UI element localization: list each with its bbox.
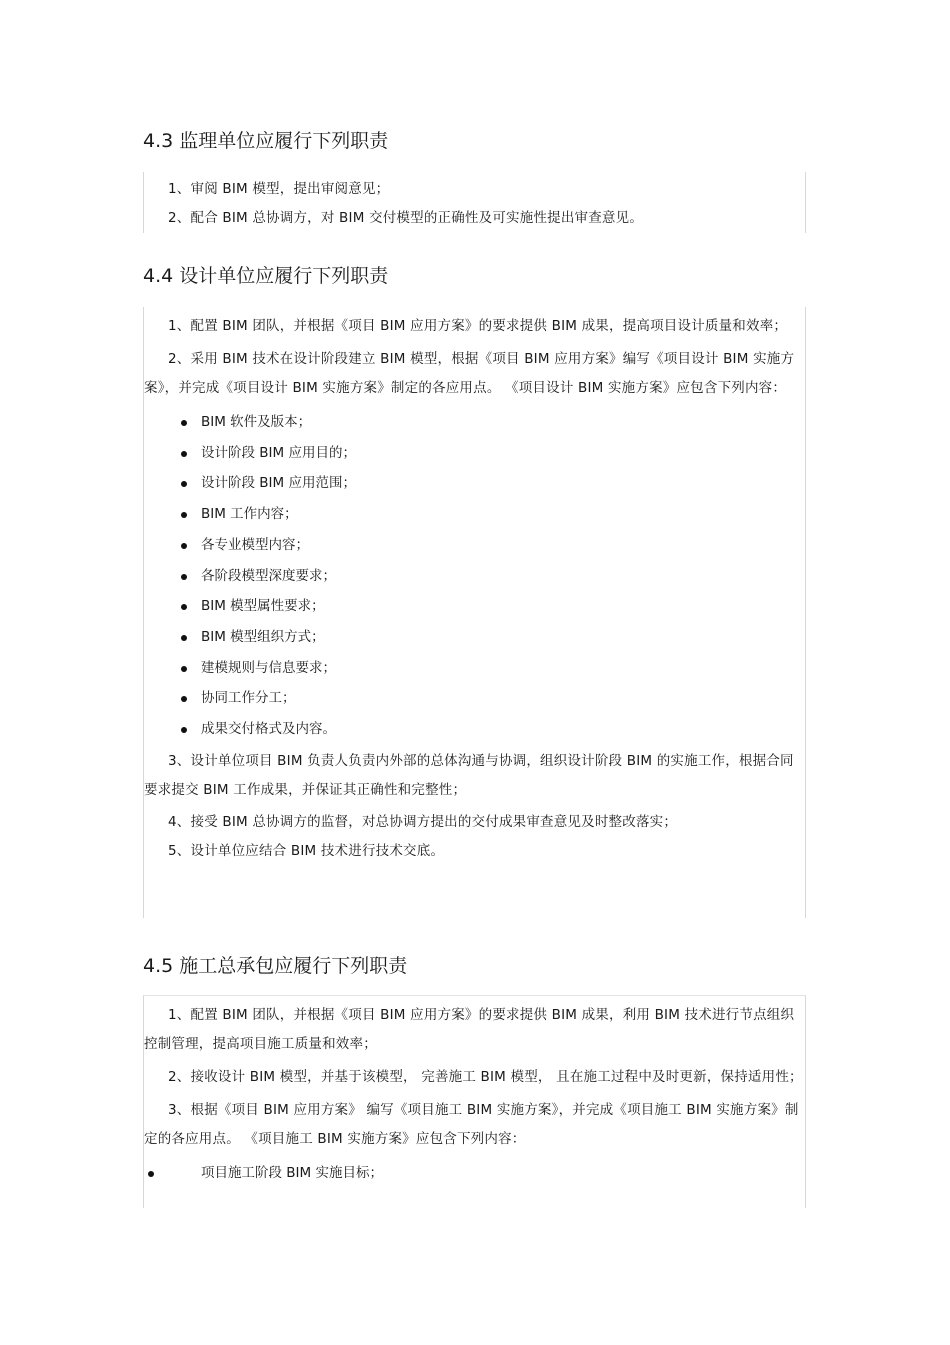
list-item: 各专业模型内容；	[144, 530, 805, 561]
list-item: 各阶段模型深度要求；	[144, 561, 805, 592]
list-item: 建模规则与信息要求；	[144, 653, 805, 684]
bullet-dot-icon	[148, 1171, 154, 1177]
section-body-4-4	[143, 307, 806, 918]
paragraph: 2、采用 BIM 技术在设计阶段建立 BIM 模型，根据《项目 BIM 应用方案》编写《项目设计 BIM 实施方案》，并完成《项目设计 BIM 实施方案》制定的各应用点。 《项目设计 BIM 实施方案》应包含下列内容：	[144, 351, 795, 396]
bullet-dot-icon	[181, 543, 187, 549]
paragraph: 1、配置 BIM 团队，并根据《项目 BIM 应用方案》的要求提供 BIM 成果，利用 BIM 技术进行节点组织控制管理，提高项目施工质量和效率；	[144, 1007, 795, 1052]
bullet-dot-icon	[181, 604, 187, 610]
paragraph: 4、接受 BIM 总协调方的监督，对总协调方提出的交付成果审查意见及时整改落实；	[168, 813, 678, 830]
section-heading-4-5: 4.5 施工总承包应履行下列职责	[143, 955, 408, 977]
paragraph: 5、设计单位应结合 BIM 技术进行技术交底。	[168, 842, 445, 859]
bullet-list	[144, 1158, 805, 1189]
bullet-dot-icon	[181, 481, 187, 487]
section-body-4-5	[143, 995, 806, 1208]
section-heading-4-4: 4.4 设计单位应履行下列职责	[143, 265, 389, 287]
bullet-dot-icon	[181, 696, 187, 702]
paragraph: 3、设计单位项目 BIM 负责人负责内外部的总体沟通与协调，组织设计阶段 BIM 的实施工作，根据合同要求提交 BIM 工作成果，并保证其正确性和完整性；	[144, 752, 794, 798]
bullet-list	[144, 407, 805, 745]
bullet-dot-icon	[181, 512, 187, 518]
list-item: 设计阶段 BIM 应用范围；	[144, 468, 805, 499]
bullet-dot-icon	[181, 574, 187, 580]
list-item: BIM 模型属性要求；	[144, 591, 805, 622]
list-item: 协同工作分工；	[144, 683, 805, 714]
section-body-4-3	[143, 172, 806, 233]
section-heading-4-3: 4.3 监理单位应履行下列职责	[143, 130, 389, 152]
bullet-dot-icon	[181, 420, 187, 426]
bullet-dot-icon	[181, 727, 187, 733]
paragraph: 1、审阅 BIM 模型，提出审阅意见；	[168, 181, 390, 197]
bullet-dot-icon	[181, 451, 187, 457]
paragraph: 3、根据《项目 BIM 应用方案》 编写《项目施工 BIM 实施方案》，并完成《项目施工 BIM 实施方案》制定的各应用点。 《项目施工 BIM 实施方案》应包含下列内容：	[144, 1102, 799, 1147]
paragraph: 2、配合 BIM 总协调方，对 BIM 交付模型的正确性及可实施性提出审查意见。	[168, 210, 644, 226]
list-item: 成果交付格式及内容。	[144, 714, 805, 745]
list-item: 项目施工阶段 BIM 实施目标；	[144, 1158, 805, 1189]
bullet-dot-icon	[181, 666, 187, 672]
list-item: BIM 软件及版本；	[144, 407, 805, 438]
list-item: BIM 模型组织方式；	[144, 622, 805, 653]
list-item: 设计阶段 BIM 应用目的；	[144, 438, 805, 469]
paragraph: 1、配置 BIM 团队，并根据《项目 BIM 应用方案》的要求提供 BIM 成果，提高项目设计质量和效率；	[168, 318, 788, 334]
bullet-dot-icon	[181, 635, 187, 641]
list-item: BIM 工作内容；	[144, 499, 805, 530]
paragraph: 2、接收设计 BIM 模型，并基于该模型， 完善施工 BIM 模型， 且在施工过程中及时更新，保持适用性；	[168, 1069, 803, 1085]
